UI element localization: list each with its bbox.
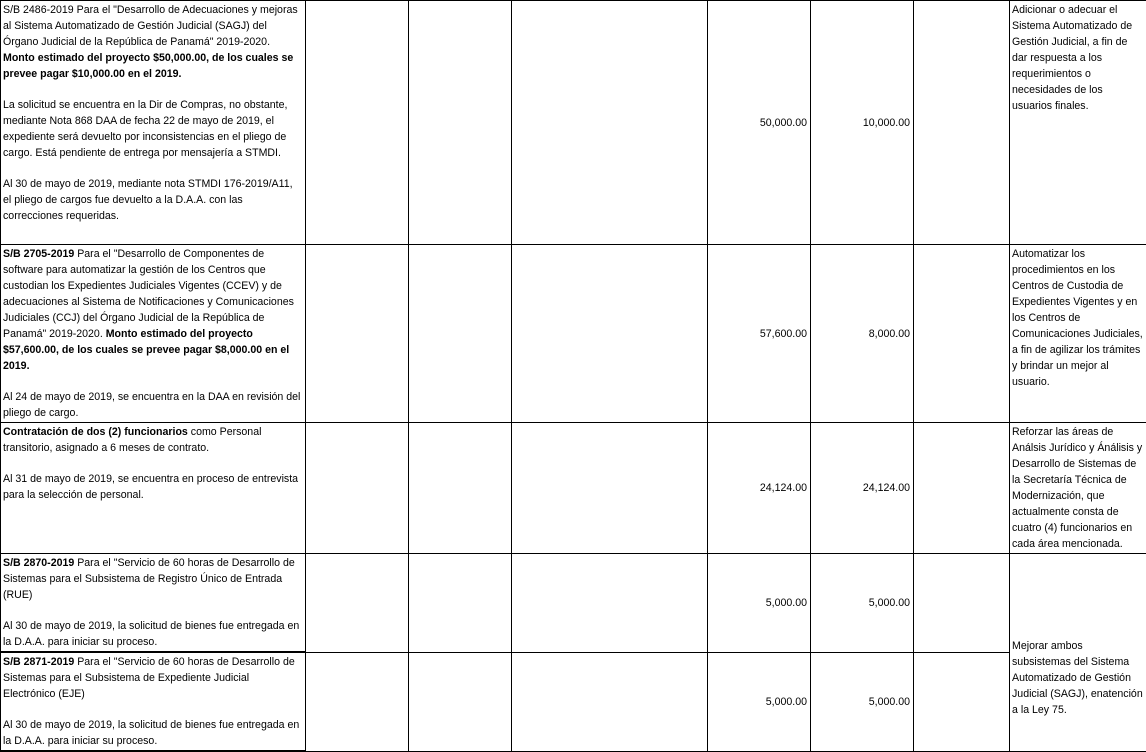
empty-cell (306, 1, 409, 245)
empty-cell (409, 1, 512, 245)
desc-lead: S/B 2705-2019 (3, 248, 74, 260)
amount-2019: 5,000.00 (811, 554, 914, 653)
desc-status-1: Al 30 de mayo de 2019, la solicitud de bienes fue entregada en la D.A.A. para iniciar su proceso. (3, 618, 303, 650)
empty-cell (512, 423, 708, 554)
amount-total: 5,000.00 (708, 652, 811, 751)
desc-text: Para el "Servicio de 60 horas de Desarrollo de Sistemas para el Subsistema de Expediente Judicial Electrónico (EJE) (3, 656, 295, 700)
empty-cell (512, 1, 708, 245)
table-row (1, 423, 1146, 554)
empty-cell (306, 245, 409, 423)
objective: Automatizar los procedimientos en los Centros de Custodia de Expedientes Vigentes y en los Centros de Comunicaciones Judiciales, a fin de agilizar los trámites y brindar un mejor al usuario. (1010, 245, 1146, 423)
amount-2019: 10,000.00 (811, 1, 914, 245)
objective: Reforzar las áreas de Análsis Jurídico y Ánálisis y Desarrollo de Sistemas de la Secretaría Técnica de Modernización, que actualmente consta de cuatro (4) funcionarios en cada área mencionada. (1010, 423, 1146, 554)
desc-text: S/B 2486-2019 Para el "Desarrollo de Adecuaciones y mejoras al Sistema Automatizado de Gestión Judicial (SAGJ) del Órgano Judicial de la República de Panamá" 2019-2020. (3, 4, 298, 48)
amount-2019: 8,000.00 (811, 245, 914, 423)
desc-status-1: Al 30 de mayo de 2019, la solicitud de bienes fue entregada en la D.A.A. para iniciar su proceso. (3, 717, 303, 749)
amount-2019: 5,000.00 (811, 652, 914, 751)
table-row (1, 554, 1146, 653)
project-description (1, 1, 306, 245)
empty-cell (306, 554, 409, 653)
desc-lead: S/B 2871-2019 (3, 656, 74, 668)
empty-cell (512, 652, 708, 751)
desc-status-1: Al 24 de mayo de 2019, se encuentra en la DAA en revisión del pliego de cargo. (3, 389, 303, 421)
table-row (1, 652, 1146, 751)
table-row (1, 1, 1146, 245)
desc-status-1: Al 31 de mayo de 2019, se encuentra en proceso de entrevista para la selección de personal. (3, 471, 303, 503)
desc-text: Para el "Servicio de 60 horas de Desarrollo de Sistemas para el Subsistema de Registro Único de Entrada (RUE) (3, 557, 295, 601)
desc-amount-note: Monto estimado del proyecto $57,600.00, de los cuales se prevee pagar $8,000.00 en el 2019. (3, 328, 289, 372)
amount-total: 5,000.00 (708, 554, 811, 653)
shared-objective (1010, 554, 1146, 752)
amount-total: 24,124.00 (708, 423, 811, 554)
empty-cell (512, 245, 708, 423)
empty-cell (914, 554, 1010, 653)
desc-status-1: La solicitud se encuentra en la Dir de Compras, no obstante, mediante Nota 868 DAA de fecha 22 de mayo de 2019, el expediente será devuelto por inconsistencias en el pliego de cargo. Está pendiente de entrega por mensajería a STMDI. (3, 97, 303, 161)
objective: Mejorar ambos subsistemas del Sistema Automatizado de Gestión Judicial (SAGJ), enatención a la Ley 75. (1012, 638, 1144, 718)
empty-cell (914, 245, 1010, 423)
empty-cell (306, 652, 409, 751)
empty-cell (409, 652, 512, 751)
amount-2019: 24,124.00 (811, 423, 914, 554)
empty-cell (306, 423, 409, 554)
desc-amount-note: Monto estimado del proyecto $50,000.00, de los cuales se prevee pagar $10,000.00 en el 2019. (3, 52, 293, 80)
project-description (1, 652, 306, 751)
objective: Adicionar o adecuar el Sistema Automatizado de Gestión Judicial, a fin de dar respuesta a los requerimientos o necesidades de los usuarios finales. (1010, 1, 1146, 245)
empty-cell (409, 554, 512, 653)
empty-cell (409, 245, 512, 423)
desc-status-2: Al 30 de mayo de 2019, mediante nota STMDI 176-2019/A11, el pliego de cargos fue devuelto a la D.A.A. con las correcciones requeridas. (3, 176, 303, 224)
project-description (1, 554, 306, 653)
desc-lead: S/B 2870-2019 (3, 557, 74, 569)
desc-text: como Personal transitorio, asignado a 6 meses de contrato. (3, 426, 261, 454)
empty-cell (512, 554, 708, 653)
empty-cell (409, 423, 512, 554)
desc-text: Para el "Desarrollo de Componentes de software para automatizar la gestión de los Centros que custodian los Expedientes Judiciales Vigentes (CCEV) y de adecuaciones al Sistema de Notificaciones y Comunicaciones Judiciales (CCJ) del Órgano Judicial de la República de Panamá" 2019-2020. (3, 248, 294, 340)
amount-total: 50,000.00 (708, 1, 811, 245)
table-row (1, 245, 1146, 423)
empty-cell (914, 423, 1010, 554)
desc-lead: Contratación de dos (2) funcionarios (3, 426, 188, 438)
project-description (1, 245, 306, 423)
empty-cell (914, 652, 1010, 751)
empty-cell (914, 1, 1010, 245)
amount-total: 57,600.00 (708, 245, 811, 423)
project-description (1, 423, 306, 554)
